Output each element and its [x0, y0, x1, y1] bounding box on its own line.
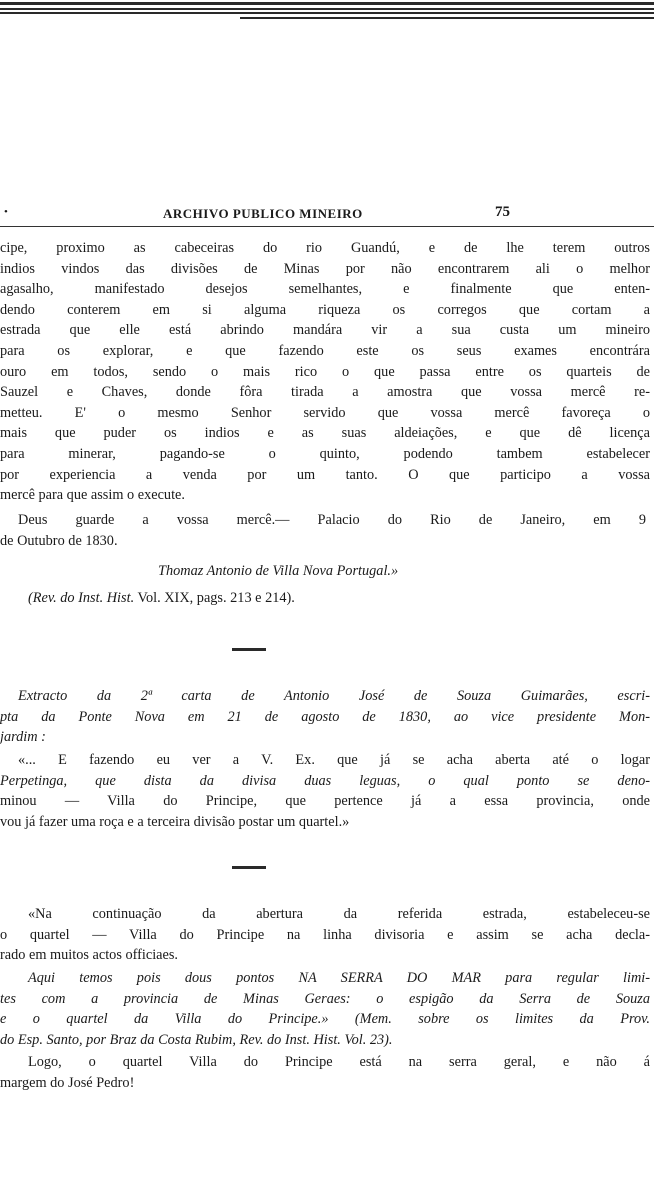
final-line: e o quartel da Villa do Principe.» (Mem. sobre os limites da Prov. — [0, 1011, 650, 1028]
final-line: tes com a provincia de Minas Geraes: o espigão da Serra de Souza — [0, 990, 650, 1007]
body-line: Sauzel e Chaves, donde fôra tirada a amostra que vossa mercê re- — [0, 384, 650, 401]
body-line: agasalho, manifestado desejos semelhantes, e finalmente que enten- — [0, 281, 650, 298]
intro-line: pta da Ponte Nova em 21 de agosto de 1830, ao vice presidente Mon- — [0, 708, 650, 725]
stray-marks: • — [4, 206, 8, 218]
body-line: mercê para que assim o execute. — [0, 487, 185, 504]
final-p3 — [0, 1052, 654, 1093]
final-p1 — [0, 904, 654, 966]
quote-line: vou já fazer uma roça e a terceira divisão postar um quartel.» — [0, 813, 350, 830]
section-separator — [232, 866, 266, 869]
signature-block — [0, 561, 654, 582]
final-line: Aqui temos pois dous pontos NA SERRA DO MAR para regular limi- — [28, 970, 650, 986]
body-line: metteu. E' o mesmo Senhor servido que vossa mercê favoreça o — [0, 404, 650, 421]
final-line: Logo, o quartel Villa do Principe está na serra geral, e não á — [28, 1054, 650, 1070]
final-p2 — [0, 968, 654, 1050]
body-line: estrada que elle está abrindo mandára vir a sua custa um mineiro — [0, 322, 650, 339]
body-line: ouro em todos, sendo o mais rico o que passa entre os quarteis de — [0, 363, 650, 380]
final-line: rado em muitos actos officiaes. — [0, 947, 178, 964]
body-line: por experiencia a venda por um tanto. O que participo a vossa — [0, 466, 650, 483]
final-line: margem do José Pedro! — [0, 1074, 135, 1091]
letter-body — [0, 238, 654, 506]
final-line: do Esp. Santo, por Braz da Costa Rubim, Rev. do Inst. Hist. Vol. 23). — [0, 1031, 393, 1048]
final-line: «Na continuação da abertura da referida estrada, estabeleceu-se — [28, 906, 650, 922]
section-separator — [232, 648, 266, 651]
body-line: cipe, proximo as cabeceiras do rio Guandú, e de lhe terem outros — [0, 240, 650, 256]
closing-line: de Outubro de 1830. — [0, 532, 118, 549]
signature: Thomaz Antonio de Villa Nova Portugal.» — [158, 563, 399, 579]
intro-line: Extracto da 2ª carta de Antonio José de Souza Guimarães, escri- — [18, 688, 650, 704]
quote-line: Perpetinga, que dista da divisa duas leguas, o qual ponto se deno- — [0, 772, 650, 789]
body-line: mais que puder os indios e as suas aldeiações, e que dê licença — [0, 425, 650, 442]
body-line: para os explorar, e que fazendo este os seus exames encontrára — [0, 342, 650, 359]
body-line: dendo conterem em si alguma riqueza os corregos que cortam a — [0, 301, 650, 318]
extract-intro — [0, 686, 654, 748]
intro-line: jardim : — [0, 729, 46, 746]
quote-line: minou — Villa do Principe, que pertence já a essa provincia, onde — [0, 793, 650, 810]
reference-rest: Vol. XIX, pags. 213 e 214). — [137, 590, 295, 606]
closing-line: Deus guarde a vossa mercê.— Palacio do Rio de Janeiro, em 9 — [18, 512, 646, 528]
final-line: o quartel — Villa do Principe na linha divisoria e assim se acha decla- — [0, 926, 650, 943]
header-rule — [0, 226, 654, 227]
top-edge-bars — [0, 0, 654, 26]
reference — [0, 588, 654, 609]
quote-line: «... E fazendo eu ver a V. Ex. que já se acha aberta até o logar — [18, 752, 650, 768]
running-title: ARCHIVO PUBLICO MINEIRO — [163, 206, 363, 221]
reference-block — [0, 588, 654, 609]
extract-quote — [0, 750, 654, 832]
reference-italic: (Rev. do Inst. Hist. — [28, 590, 135, 606]
running-header — [0, 204, 654, 224]
body-line: indios vindos das divisões de Minas por não encontrarem ali o melhor — [0, 260, 650, 277]
page-number: 75 — [495, 204, 510, 220]
letter-closing — [0, 510, 654, 551]
body-line: para minerar, pagando-se o quinto, podendo tambem estabelecer — [0, 445, 650, 462]
